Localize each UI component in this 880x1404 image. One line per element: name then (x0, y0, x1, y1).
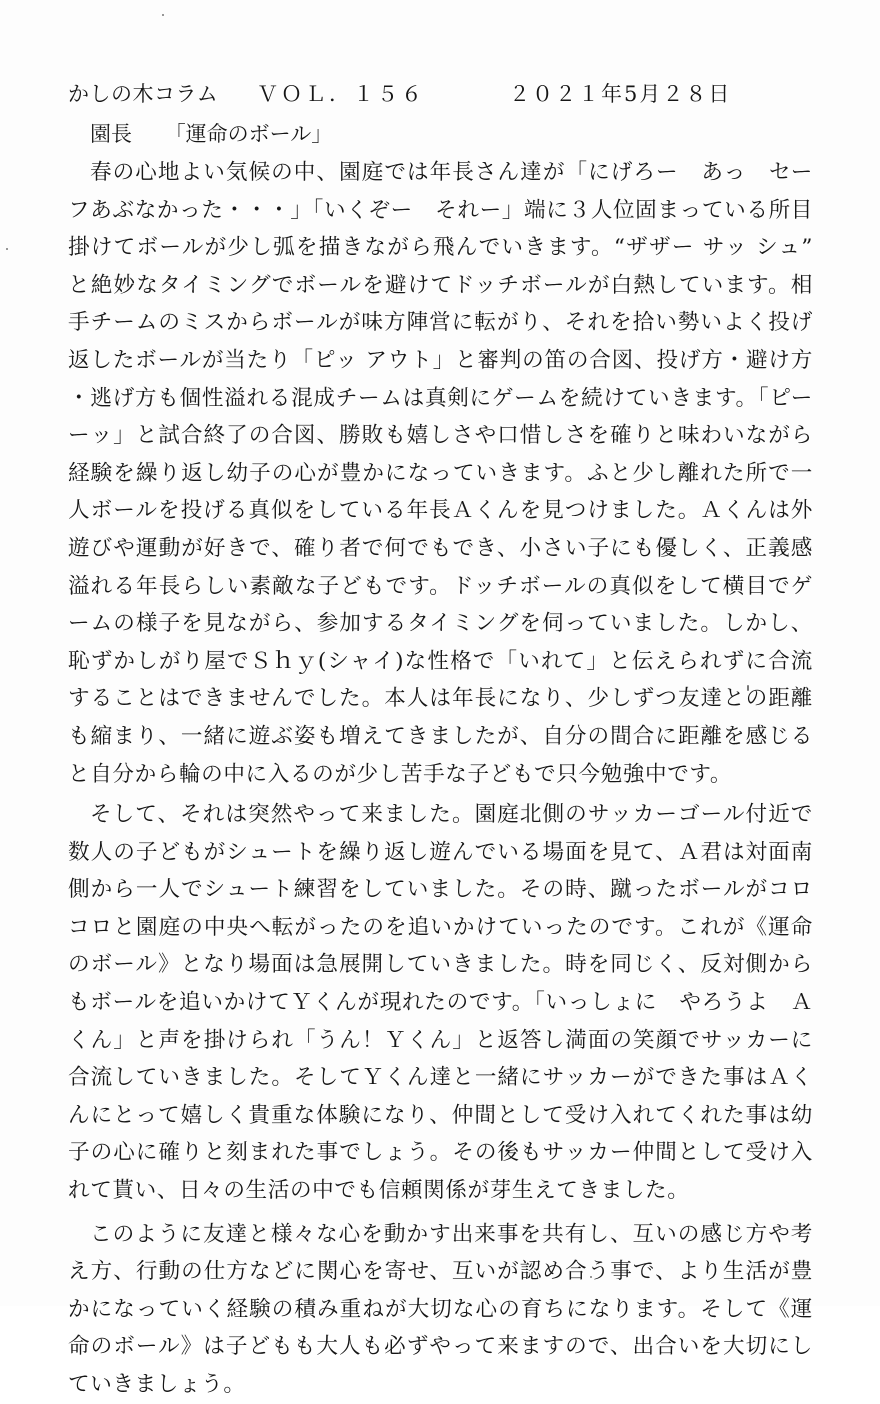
paragraph-3: このように友達と様々な心を動かす出来事を共有し、互いの感じ方や考え方、行動の仕方などに関心を寄せ、互いが認め合う事で、より生活が豊かになっていく経験の積み重ねが大切な心の育ちになります。そして《運命のボール》は子どもも大人も必ずやって来ますので、出合いを大切にしていきましょう。 (68, 1221, 813, 1397)
column-article (68, 74, 813, 1404)
scan-speck (6, 248, 8, 250)
paragraph-2: そして、それは突然やって来ました。園庭北側のサッカーゴール付近で数人の子どもがシュートを繰り返し遊んでいる場面を見て、Ａ君は対面南側から一人でシュート練習をしていました。その時、蹴ったボールがコロコロと園庭の中央へ転がったのを追いかけていったのです。これが《運命のボール》となり場面は急展開していきました。時を同じく、反対側からもボールを追いかけてＹくんが現れたのです。「いっしょに やろうよ Ａくん」と声を掛けられ「うん！Ｙくん」と返答し満面の笑顔でサッカーに合流していきました。そしてＹくん達と一緒にサッカーができた事はＡくんにとって嬉しく貴重な体験になり、仲間として受け入れてくれた事は幼子の心に確りと刻まれた事でしょう。その後もサッカー仲間として受け入れて貰い、日々の生活の中でも信頼関係が芽生えてきました。 (68, 802, 813, 1204)
byline (68, 114, 813, 154)
publication-date: ２０２１年5月２８日 (509, 82, 732, 106)
paragraph-1: 春の心地よい気候の中、園庭では年長さん達が「にげろー あっ セーフあぶなかった・・・」「いくぞー それー」端に３人位固まっている所目掛けてボールが少し弧を描きながら飛んでいきます。“ザザー サッ シュ”と絶妙なタイミングでボールを避けてドッチボールが白熱しています。相手チームのミスからボールが味方陣営に転がり、それを拾い勢いよく投げ返したボールが当たり「ピッ アウト」と審判の笛の合図、投げ方・避け方・逃げ方も個性溢れる混成チームは真剣にゲームを続けていきます。「ピーーッ」と試合終了の合図、勝敗も嬉しさや口惜しさを確りと味わいながら経験を繰り返し幼子の心が豊かになっていきます。ふと少し離れた所で一人ボールを投げる真似をしている年長Ａくんを見つけました。Ａくんは外遊びや運動が好きで、確り者で何でもでき、小さい子にも優しく、正義感溢れる年長らしい素敵な子どもです。ドッチボールの真似をして横目でゲームの様子を見ながら、参加するタイミングを伺っていました。しかし、恥ずかしがり屋でＳｈｙ(シャイ)な性格で「いれて」と伝えられずに合流することはできませんでした。本人は年長になり、少しずつ友達との距離も縮まり、一緒に遊ぶ姿も増えてきましたが、自分の間合に距離を感じると自分から輪の中に入るのが少し苦手な子どもで只今勉強中です。 (68, 160, 813, 787)
author-label: 園長 (90, 122, 132, 146)
article-title: 「運命のボール」 (164, 122, 333, 146)
volume-number: ＶＯＬ．１５６ (257, 82, 425, 106)
column-header (68, 74, 813, 114)
column-series-name: かしの木コラム (68, 82, 219, 106)
scan-speck (162, 14, 164, 16)
